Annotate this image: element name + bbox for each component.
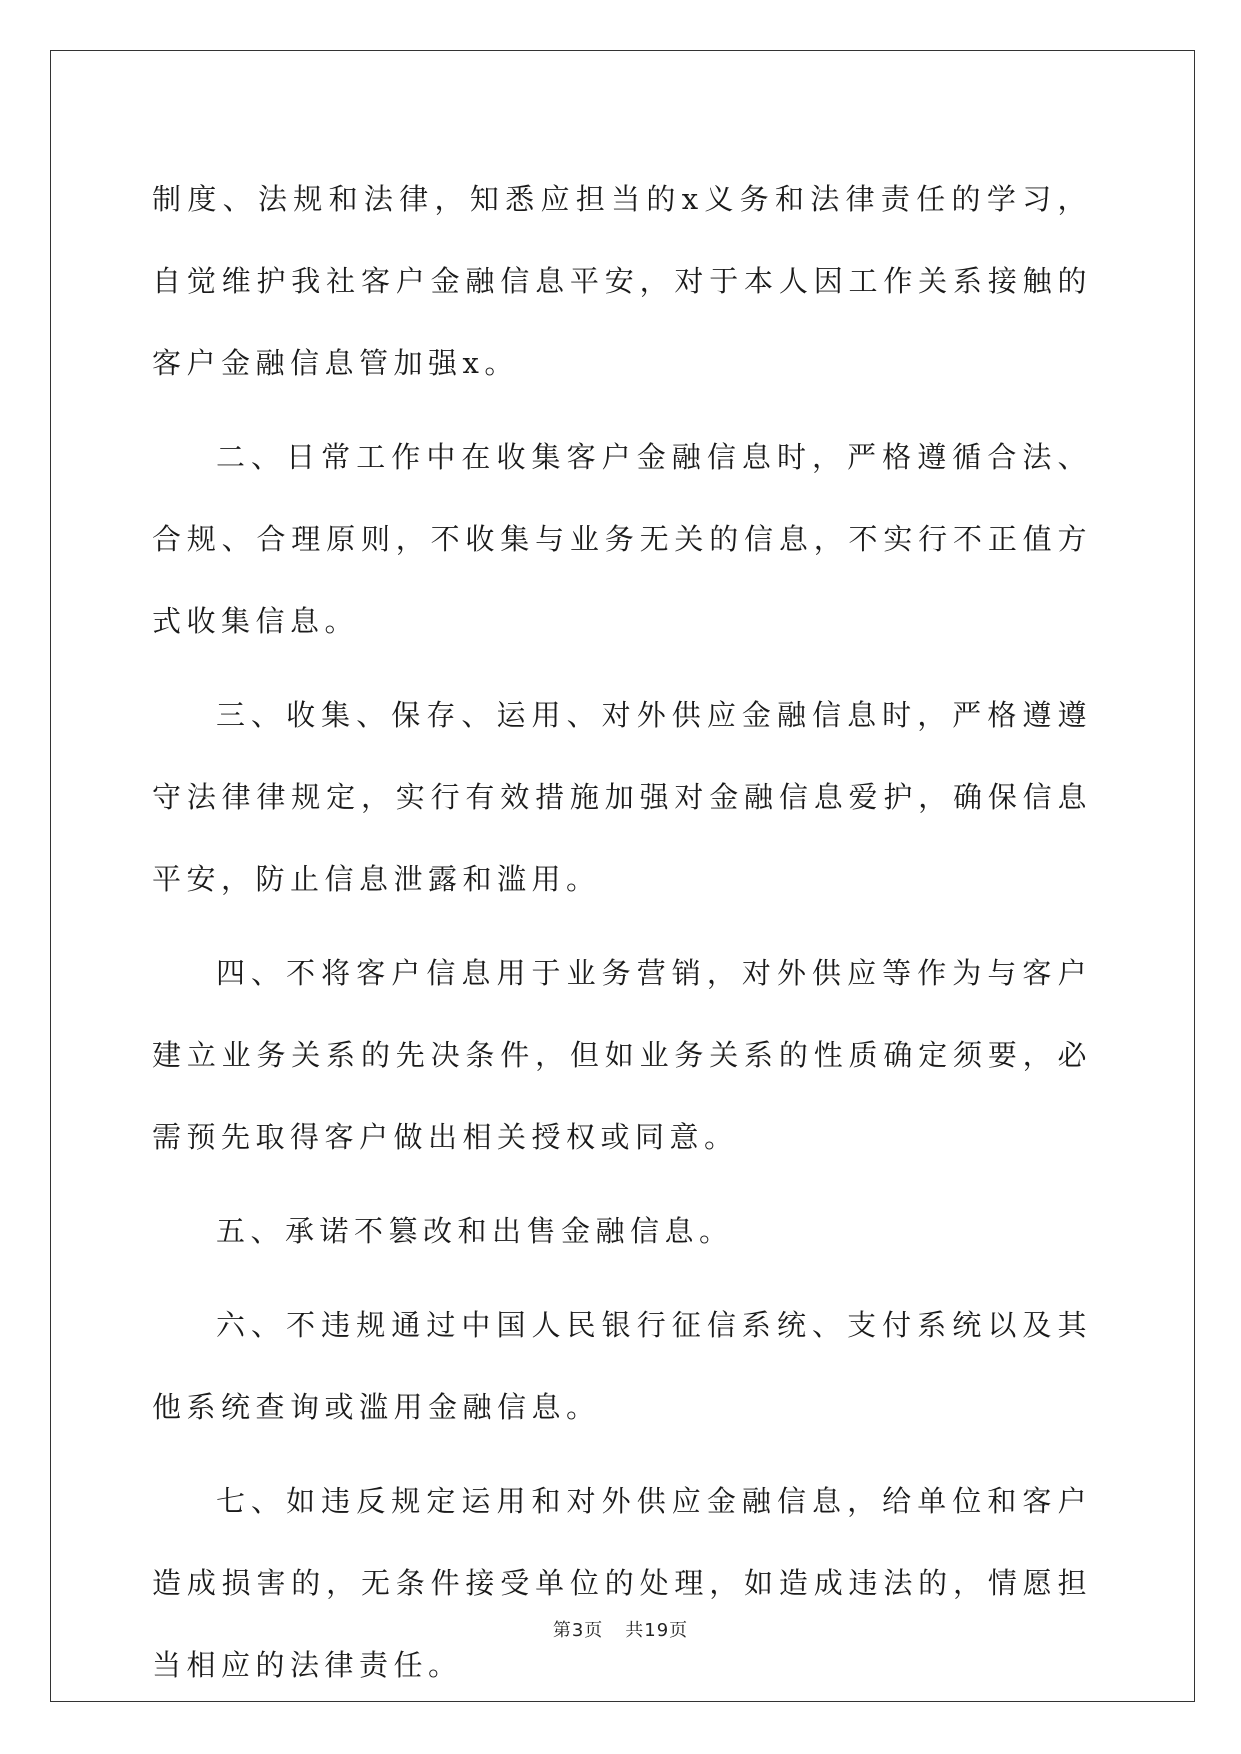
total-pages: 19 — [644, 1620, 670, 1641]
paragraph-4: 四、不将客户信息用于业务营销，对外供应等作为与客户建立业务关系的先决条件，但如业务关系的性质确定须要，必需预先取得客户做出相关授权或同意。 — [152, 956, 1092, 1154]
page-footer — [0, 1616, 1241, 1642]
paragraph-7: 七、如违反规定运用和对外供应金融信息，给单位和客户造成损害的，无条件接受单位的处理，如造成违法的，情愿担当相应的法律责任。 — [152, 1484, 1092, 1682]
paragraph-6: 六、不违规通过中国人民银行征信系统、支付系统以及其他系统查询或滥用金融信息。 — [152, 1308, 1092, 1424]
document-body — [152, 158, 1092, 1718]
total-suffix: 页 — [669, 1620, 689, 1641]
page-suffix: 页 — [584, 1620, 604, 1641]
paragraph-1: 制度、法规和法律，知悉应担当的x义务和法律责任的学习，自觉维护我社客户金融信息平安，对于本人因工作关系接触的客户金融信息管加强x。 — [152, 182, 1092, 380]
page-number: 3 — [571, 1620, 585, 1641]
paragraph-2: 二、日常工作中在收集客户金融信息时，严格遵循合法、合规、合理原则，不收集与业务无关的信息，不实行不正值方式收集信息。 — [152, 440, 1092, 638]
total-pages-indicator — [625, 1620, 688, 1641]
page-indicator — [553, 1620, 603, 1641]
paragraph-5: 五、承诺不篡改和出售金融信息。 — [216, 1214, 734, 1248]
total-prefix: 共 — [625, 1620, 645, 1641]
page-prefix: 第 — [552, 1620, 572, 1641]
paragraph-3: 三、收集、保存、运用、对外供应金融信息时，严格遵遵守法律律规定，实行有效措施加强对金融信息爱护，确保信息平安，防止信息泄露和滥用。 — [152, 698, 1092, 896]
